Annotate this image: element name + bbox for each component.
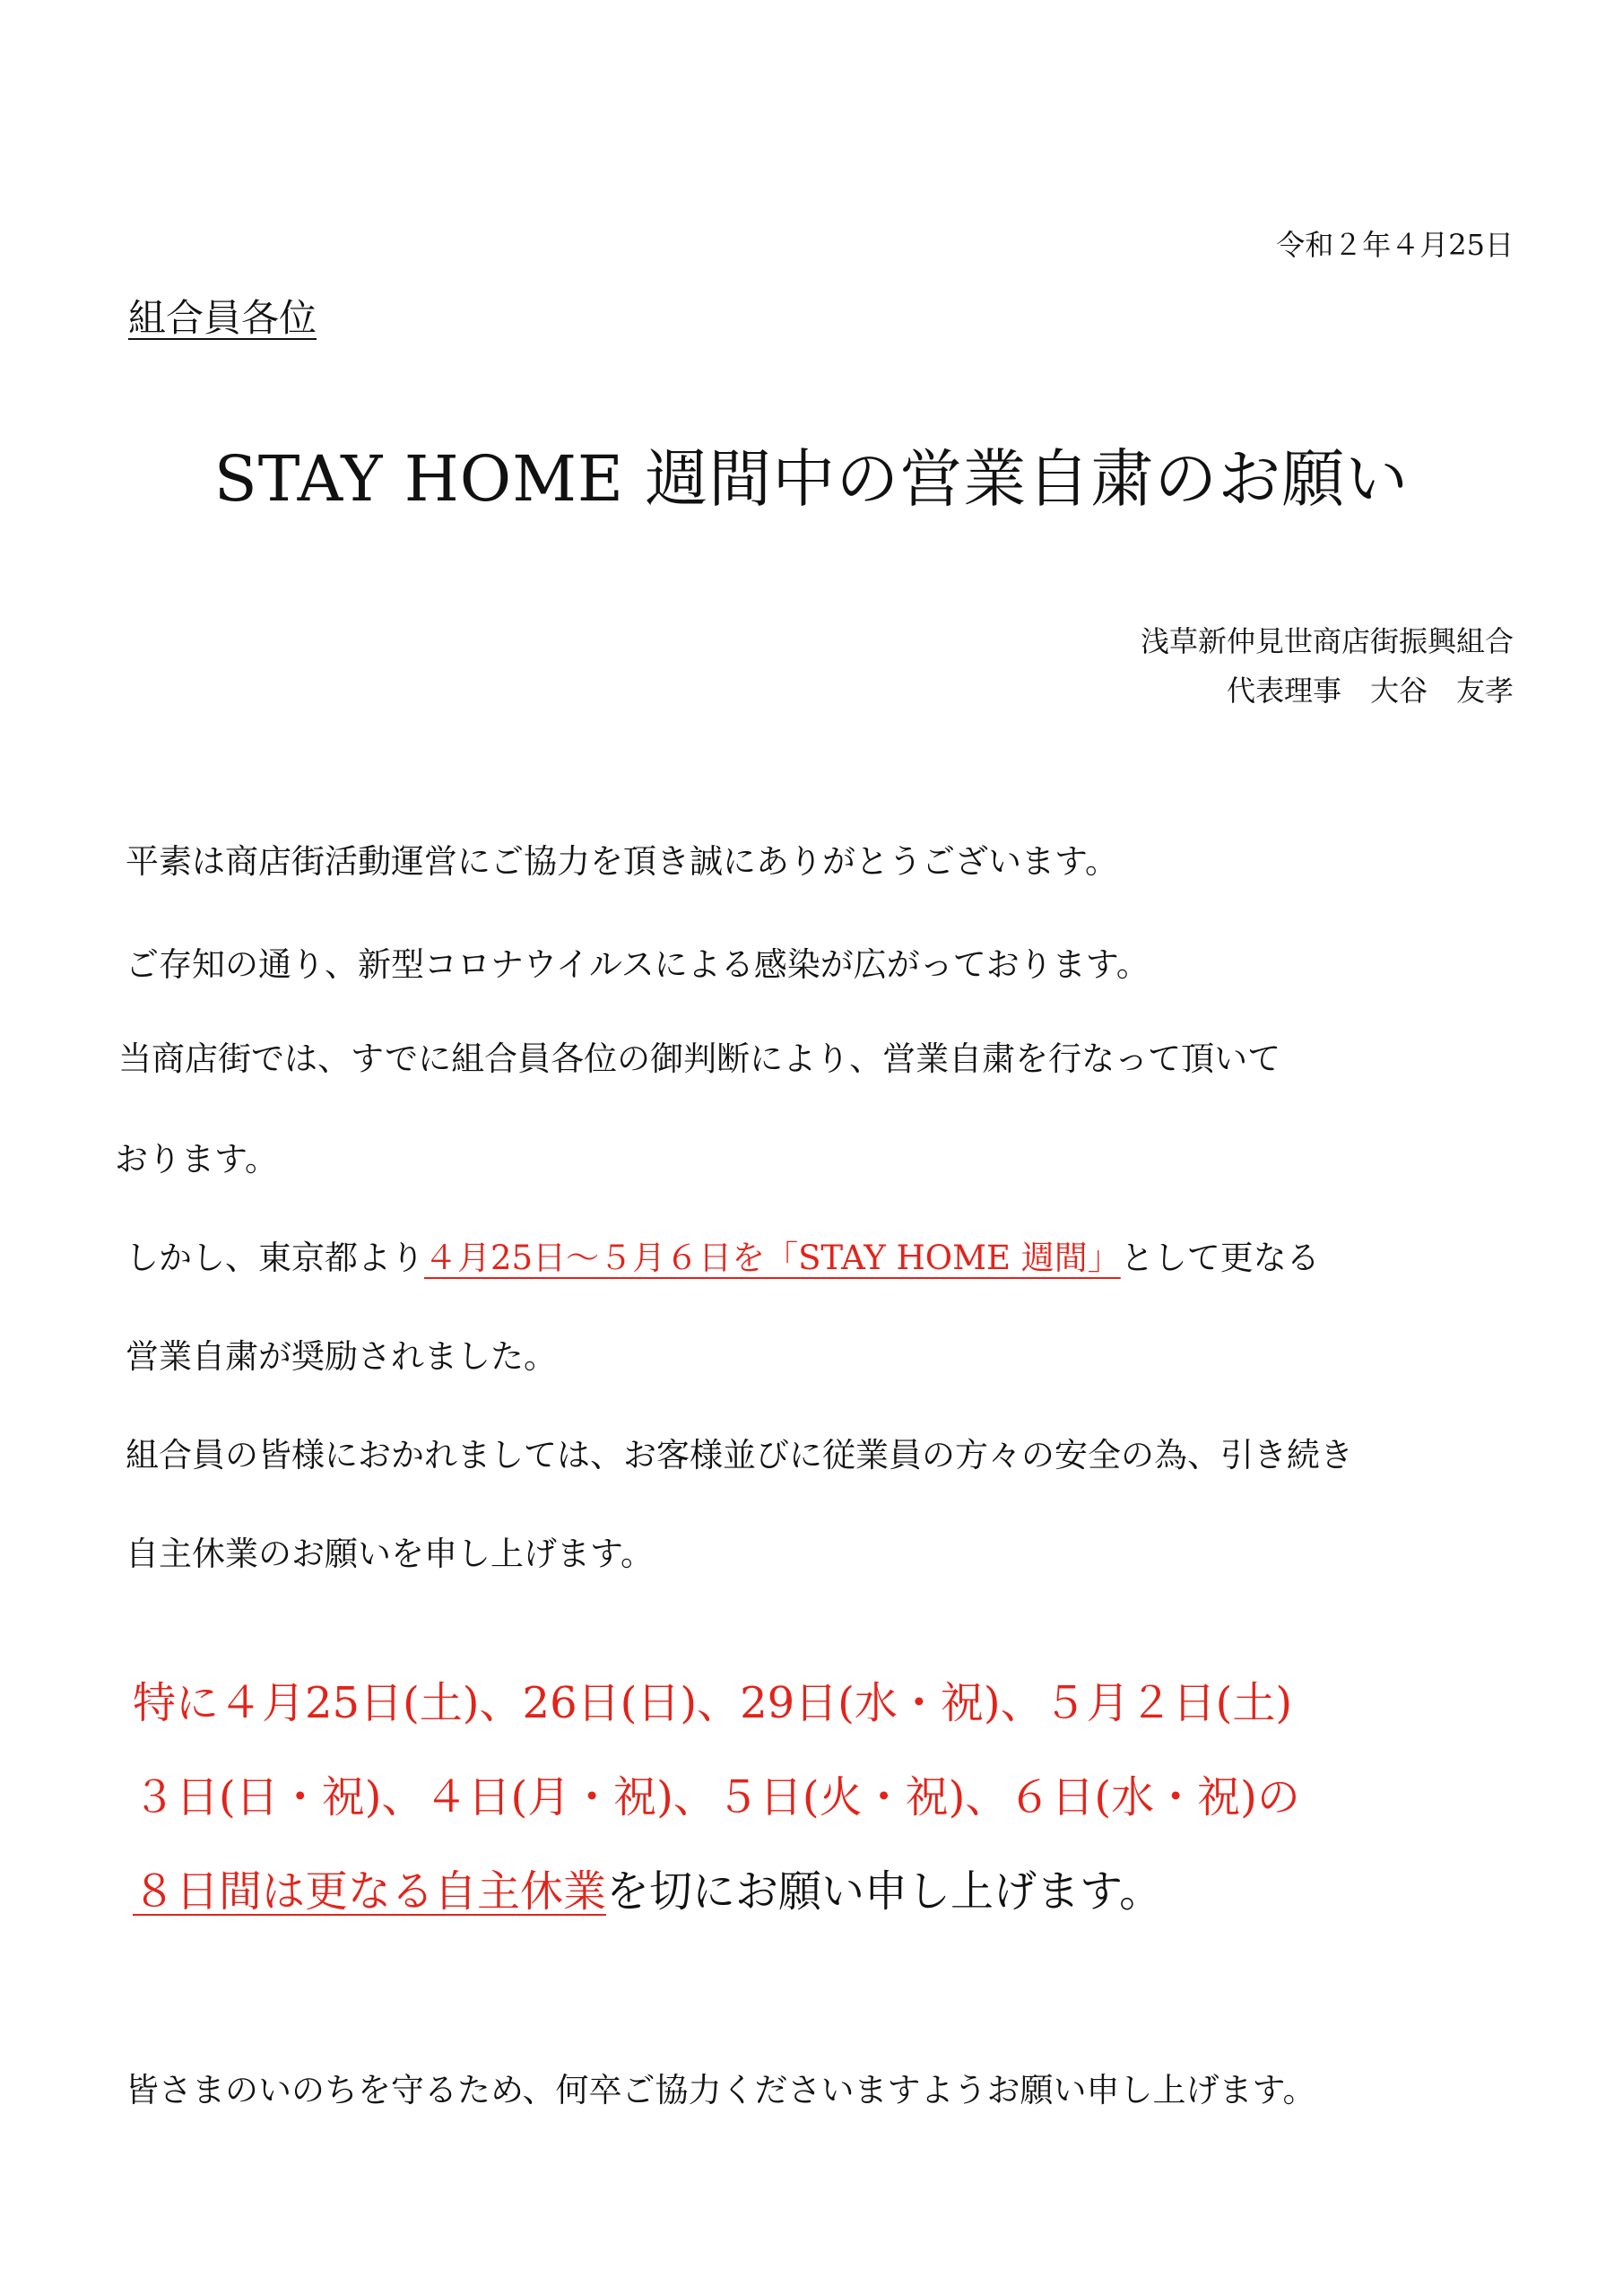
body-line-5-pre: しかし、東京都より xyxy=(126,1239,424,1277)
emphasis-line-3-post: を切にお願い申し上げます。 xyxy=(606,1866,1163,1917)
recipient-label: 組合員各位 xyxy=(128,296,317,340)
body-line-5 xyxy=(126,1231,1320,1279)
document-date: 令和２年４月25日 xyxy=(1276,228,1514,262)
emphasis-line-1: 特に４月25日(土)、26日(日)、29日(水・祝)、５月２日(土) xyxy=(133,1678,1293,1728)
body-line-6: 営業自粛が奨励されました。 xyxy=(126,1337,557,1376)
organization-name: 浅草新仲見世商店街振興組合 xyxy=(1140,624,1514,658)
body-line-1: 平素は商店街活動運営にご協力を頂き誠にありがとうございます。 xyxy=(126,842,1119,881)
emphasis-line-2: ３日(日・祝)、４日(月・祝)、５日(火・祝)、６日(水・祝)の xyxy=(133,1772,1300,1822)
representative-name: 代表理事 大谷 友孝 xyxy=(1226,674,1514,708)
stay-home-period-highlight: ４月25日〜５月６日を「STAY HOME 週間」 xyxy=(424,1239,1121,1277)
body-line-5-post: として更なる xyxy=(1120,1239,1320,1277)
closing-line: 皆さまのいのちを守るため、何卒ご協力くださいますようお願い申し上げます。 xyxy=(126,2071,1316,2109)
body-line-4: おります。 xyxy=(115,1140,279,1178)
emphasis-line-3 xyxy=(133,1857,1162,1918)
body-line-2: ご存知の通り、新型コロナウイルスによる感染が広がっております。 xyxy=(126,945,1150,984)
eight-days-highlight: ８日間は更なる自主休業 xyxy=(133,1866,607,1917)
body-line-8: 自主休業のお願いを申し上げます。 xyxy=(126,1535,655,1573)
body-line-7: 組合員の皆様におかれましては、お客様並びに従業員の方々の安全の為、引き続き xyxy=(126,1436,1353,1474)
document-title: STAY HOME 週間中の営業自粛のお願い xyxy=(213,442,1410,516)
body-line-3: 当商店街では、すでに組合員各位の御判断により、営業自粛を行なって頂いて xyxy=(118,1039,1281,1078)
